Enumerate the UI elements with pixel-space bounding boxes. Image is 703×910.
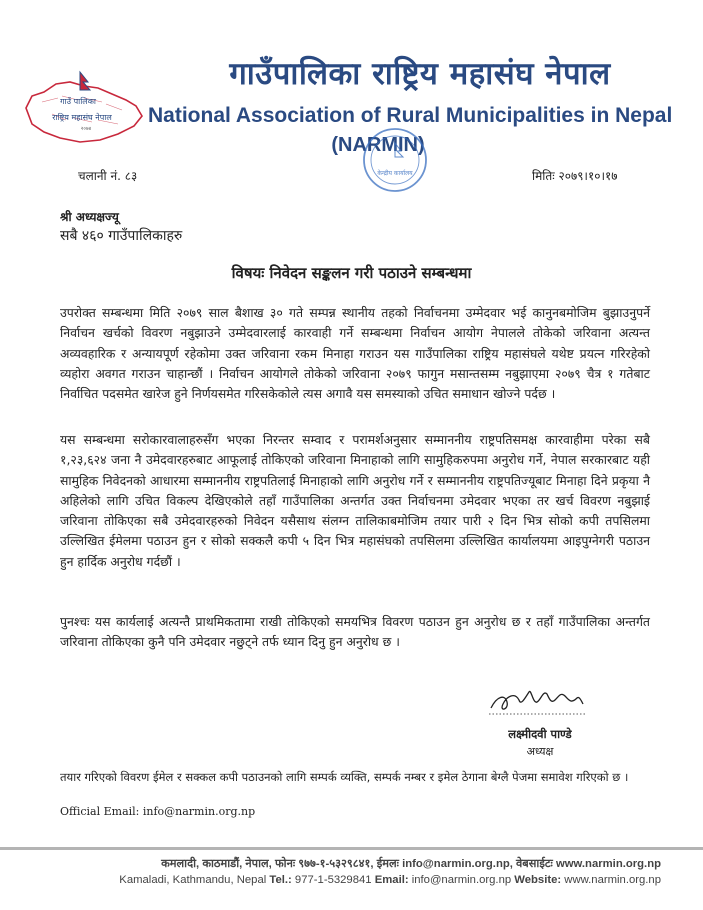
footer-divider <box>0 847 703 850</box>
addressee-recipients: सबै ४६० गाउँपालिकाहरु <box>60 228 183 244</box>
body-paragraph-postscript: पुनश्चः यस कार्यलाई अत्यन्तै प्राथमिकतामा राखी तोकिएको समयभित्र विवरण पठाउन हुन अनुरोध छ र तहाँ गाउँपालिका अन्तर्गत जरिवाना तोकिएका कुनै पनि उमेदवार नछुट्ने तर्फ ध्यान दिनु हुन अनुरोध छ । <box>60 614 650 650</box>
logo-text-top: गाउँ पालिका <box>60 97 96 106</box>
footer-tel: 977-1-5329841 <box>294 874 372 886</box>
footer-website-label: Website: <box>514 874 562 886</box>
letter-date: मितिः २०७९।१०।१७ <box>532 169 618 183</box>
body-paragraph-2: यस सम्बन्धमा सरोकारवालाहरुसँग भएका निरन्तर सम्वाद र परामर्शअनुसार सम्माननीय राष्ट्रपतिसमक्ष कारवाहीमा परेका सबै १,२३,६२४ जना नै उमेदवारहरुबाट आफूलाई तोकिएको जरिवाना मिनाहाको लागि सामुहिकरुपमा अनुरोध गर्ने, नेपाल सरकारबाट यही सामुहिक निवेदनको आधारमा सम्माननीय राष्ट्रपतिलाई मिनाहाको लागि अनुरोध गर्ने र सम्माननीय राष्ट्रपतिज्यूबाट मिनाहा दिने प्रकृया नै अहिलेको लागि उचित विकल्प देखिएकोले तहाँ गाउँपालिका अन्तर्गत उक्त निर्वाचनमा उमेदवार भएका तर खर्च विवरण नबुझाई जरिवाना तोकिएका सबै उमेदवारहरुको निवेदन यसैसाथ संलग्न तालिकाबमोजिम तयार पारी २ दिन भित्र सोको कपी तपसिलमा उल्लिखित ईमेलमा पठाउन हुन र सोको सक्कलै कपी ५ दिन भित्र महासंघको तपसिलमा उल्लिखित कार्यालयमा आइपुग्नेगरी पठाउन हुन हार्दिक अनुरोध गर्दछौं । <box>60 432 650 569</box>
letter-subject: विषयः निवेदन सङ्कलन गरी पठाउने सम्बन्धमा <box>231 264 472 282</box>
office-seal <box>350 125 440 195</box>
narmin-logo <box>22 68 147 148</box>
org-name-nepali: गाउँपालिका राष्ट्रिय महासंघ नेपाल <box>229 56 611 92</box>
footer-tel-label: Tel.: <box>269 874 292 886</box>
handwritten-signature <box>485 678 590 720</box>
footer-website: www.narmin.org.np <box>564 874 661 886</box>
footer-email: info@narmin.org.np <box>411 874 512 886</box>
footer-address-english <box>0 874 703 886</box>
signatory-name: लक्ष्मीदवी पाण्डे <box>508 727 572 741</box>
seal-text: केन्द्रीय कार्यालय <box>377 170 413 177</box>
official-email: Official Email: info@narmin.org.np <box>60 805 256 818</box>
org-name-english: National Association of Rural Municipalities in Nepal <box>148 104 673 127</box>
footer-address: Kamaladi, Kathmandu, Nepal <box>119 874 267 886</box>
contact-note: तयार गरिएको विवरण ईमेल र सक्कल कपी पठाउनको लागि सम्पर्क व्यक्ति, सम्पर्क नम्बर र इमेल ठेगाना बेग्लै पेजमा समावेश गरिएको छ । <box>60 770 629 784</box>
footer-email-label: Email: <box>374 874 409 886</box>
footer-address-nepali: कमलादी, काठमाडौं, नेपाल, फोनः ९७७-१-५३२९८४१, ईमलः info@narmin.org.np, वेबसाईटः www.narmin.org.np <box>161 858 661 870</box>
signatory-title: अध्यक्ष <box>526 745 554 758</box>
body-paragraph-1: उपरोक्त सम्बन्धमा मिति २०७९ साल बैशाख ३० गते सम्पन्न स्थानीय तहको निर्वाचनमा उम्मेदवार भई कानुनबमोजिम बुझाउनुपर्ने निर्वाचन खर्चको विवरण नबुझाउने उम्मेदवारलाई कारवाही गर्ने सम्बन्धमा निर्वाचन आयोग नेपालले तोकेको जरिवाना अत्यन्त अव्यवहारिक र अन्यायपूर्ण रहेकोमा उक्त जरिवाना रकम मिनाहा गराउन यस गाउँपालिका राष्ट्रिय महासंघले यथेष्ट प्रयत्न गरिरहेको व्यहोरा अवगत गराउन चाहान्छौं । निर्वाचन आयोगले तोकेको जरिवाना २०७९ फागुन मसान्तसम्म नबुझाएमा २०७९ चैत्र १ गतेबाट निर्वाचित पदसमेत खारेज हुने निर्णयसमेत गरिसकेकोले त्यस अगावै यस समस्याको उचित समाधान खोज्ने पर्दछ । <box>60 305 650 402</box>
addressee-salutation: श्री अध्यक्षज्यू <box>60 210 119 224</box>
org-abbreviation: (NARMIN) <box>331 134 425 156</box>
reference-number: चलानी नं. ८३ <box>78 169 138 183</box>
logo-text-bottom: राष्ट्रिय महासंघ नेपाल <box>52 113 112 122</box>
logo-text-small: २०७४ <box>80 126 92 132</box>
